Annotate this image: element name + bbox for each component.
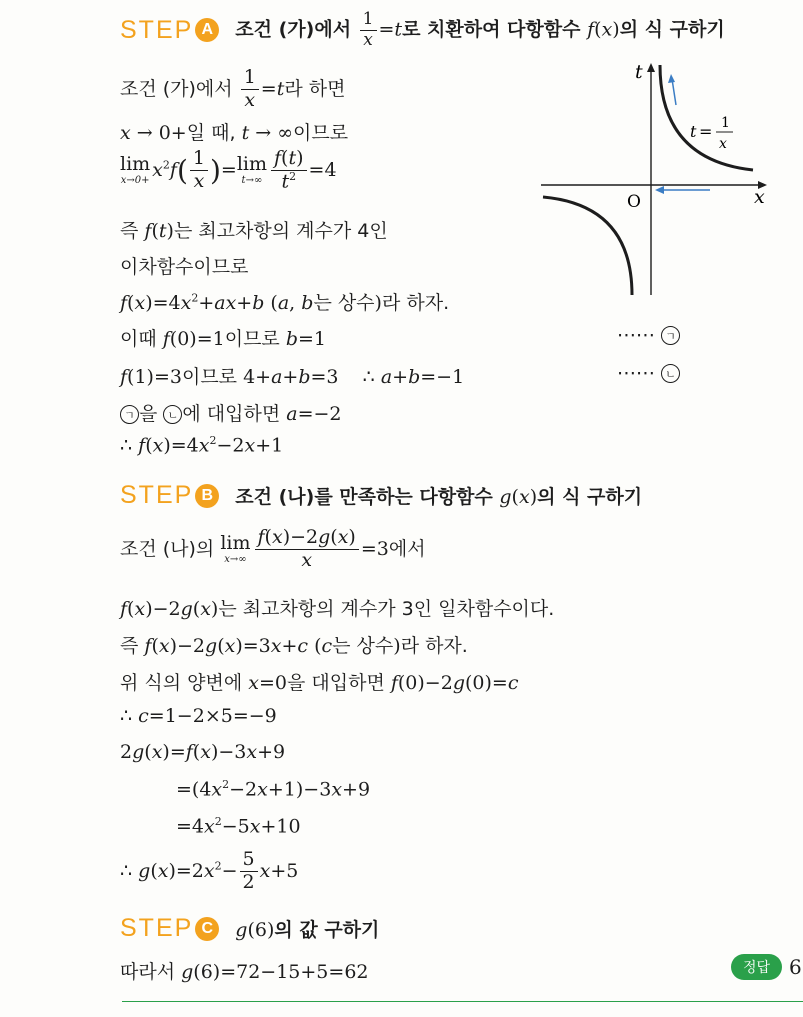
line-a1: 조건 (가)에서 $\frac{1}{x}$ =t라 하면	[120, 66, 346, 111]
line-a4: 즉 f(t)는 최고차항의 계수가 4인	[120, 220, 388, 242]
arrow-up-blue	[672, 79, 676, 105]
step-b-header	[120, 481, 642, 510]
curve-branch-lower	[543, 197, 632, 295]
tag-n: ⋯⋯ ㄴ	[617, 362, 680, 384]
line-b8: $=4x^2-5x+10$	[176, 815, 301, 838]
tag-g: ⋯⋯ ㄱ	[617, 324, 680, 346]
step-b-title: 조건 (나)를 만족하는 다항함수 g(x)의 식 구하기	[235, 486, 643, 508]
step-a-word: STEP	[120, 15, 194, 44]
line-a5: 이차함수이므로	[120, 256, 249, 278]
bottom-rule	[122, 1001, 803, 1002]
step-b-badge: B	[195, 484, 219, 508]
arrow-left-blue-head	[655, 186, 664, 194]
line-a7: 이때 f(0)=1이므로 b=1	[120, 328, 327, 350]
t-axis-arrow	[647, 63, 655, 72]
line-b1: 조건 (나)의 lim x→∞ $\frac{f(x)-2g(x)}{x}$ =3에서	[120, 526, 426, 571]
line-b5: ∴ c=1−2×5=−9	[120, 705, 277, 727]
origin-label: O	[627, 192, 641, 212]
line-c1: 따라서 g(6)=72−15+5=62	[120, 961, 369, 983]
line-a8: f(1)=3이므로 4+a+b=3 ∴ a+b=−1	[120, 366, 465, 388]
hyperbola-graph	[535, 55, 775, 300]
curve-label-num: 1	[721, 115, 730, 131]
step-c-header	[120, 914, 379, 943]
step-a-badge: A	[195, 18, 219, 42]
line-b9: ∴ $g(x)=2x^2-$ $\frac{5}{2}$ x+5	[120, 848, 299, 893]
line-a9: ㄱ 을 ㄴ 에 대입하면 a=−2	[120, 399, 342, 426]
step-c-title: g(6)의 값 구하기	[235, 919, 380, 941]
line-b7: $=(4x^2-2x+1)-3x+9$	[176, 778, 371, 801]
step-c-word: STEP	[120, 914, 194, 942]
curve-label-t: t	[690, 122, 697, 141]
curve-label-den: x	[719, 136, 727, 152]
step-a-header	[120, 10, 725, 50]
line-b4: 위 식의 양변에 x=0을 대입하면 f(0)−2g(0)=c	[120, 672, 519, 694]
line-a10: ∴ $f(x)=4x^2-2x+1$	[120, 434, 284, 457]
line-a2: x → 0+일 때, t → ∞이므로	[120, 122, 349, 144]
step-b-word: STEP	[120, 481, 194, 509]
answer-value: 6	[789, 955, 802, 979]
line-b2: f(x)−2g(x)는 최고차항의 계수가 3인 일차함수이다.	[120, 598, 555, 620]
step-a-title: 조건 (가)에서 $\frac{1}{x}$ =t로 치환하여 다항함수 f(x)의 식 구하기	[235, 9, 725, 50]
answer-badge: 정답	[731, 954, 782, 980]
arrow-up-blue-head	[668, 74, 675, 83]
curve-label-eq: =	[699, 122, 713, 141]
step-c-badge: C	[195, 917, 219, 941]
line-a3: lim x→0+ $x^2f$( $\frac{1}{x}$ )= lim t→∞ $\frac{f(t)}{t^2}$ =4	[120, 147, 337, 193]
t-axis-label: t	[635, 61, 643, 83]
x-axis-label: x	[754, 186, 765, 208]
line-b6: 2g(x)=f(x)−3x+9	[120, 741, 286, 763]
line-b3: 즉 f(x)−2g(x)=3x+c (c는 상수)라 하자.	[120, 635, 468, 657]
line-a6: $f(x)=4x^2+ax+b$ (a, b는 상수)라 하자.	[120, 291, 450, 314]
